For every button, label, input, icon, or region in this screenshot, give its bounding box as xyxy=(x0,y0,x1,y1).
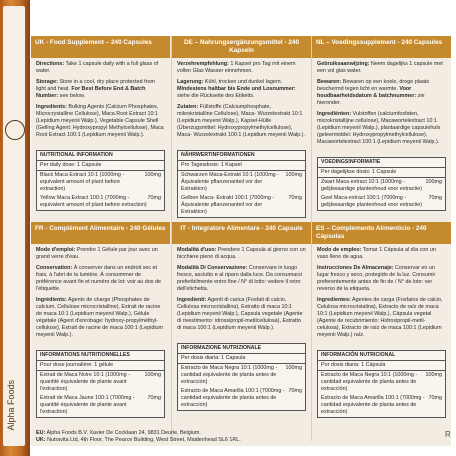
nutrition-title: VOEDINGSINFORMATIE xyxy=(318,158,445,168)
column-header: DE – Nahrungsergänzungsmittel - 240 Kapseln xyxy=(172,36,311,58)
eu-text: Alpha Foods B.V. Xavier De Cocklaan 24, 9831 Deurle, Belgium. xyxy=(45,430,201,436)
para-text: Store in a cool, dry place protected from light and heat. xyxy=(36,79,155,93)
nutrient-name: Black Maca Extract 10:1 (1000mg - equivalent amount of plant before extraction) xyxy=(40,171,125,192)
nutrition-subtitle: Per dosis diaria: 1 Capsula xyxy=(178,354,305,364)
nutrient-value: 70mg xyxy=(147,395,161,401)
para-text: Vulstoffen (calciumfosfaten, microkristallijne cellulose), Macawortelextract 10:1 (Lepidium meyenii Walp.), plantaardige capsulehuls (geleermiddel: Hydroxypropylmethylcellulose), Macawortelextract 100:1 (Lepidium meyenii Walp.). xyxy=(317,111,441,146)
column-body xyxy=(172,58,311,146)
para-label: Voor houdbaarheidsdatum & batchnummer: xyxy=(317,86,417,100)
nutrition-row xyxy=(318,178,445,194)
nutrition-subtitle: Per dagelijkse dosis: 1 Capsule xyxy=(318,168,445,178)
column-header: IT - Integratore Alimentare - 240 Capsule xyxy=(172,222,311,244)
nutrition-title: INFORMACIÓN NUTRICIONAL xyxy=(318,351,445,361)
nutrition-table xyxy=(36,150,165,211)
nutrient-name: Extrait de Maca Jaune 100:1 (7000mg - quantité équivalente de plante avant l'extraction) xyxy=(40,395,135,416)
para-label: Directions: xyxy=(36,61,65,67)
para-label: Mindestens haltbar bis Ende und Losnummer: xyxy=(177,86,296,93)
nutrition-subtitle: Per daily dose: 1 Capsule xyxy=(37,161,164,171)
nutrient-name: Extrait de Maca Noire 10:1 (1000mg - quantité équivalente de plante avant l'extraction) xyxy=(40,371,130,392)
nutrient-value: 70mg xyxy=(428,395,442,401)
nutrient-value: 70mg xyxy=(288,387,302,394)
nutrient-value: 70mg xyxy=(428,194,442,201)
column-nl xyxy=(312,36,451,215)
column-header: NL – Voedingssupplement - 240 Capsules xyxy=(312,36,451,58)
para-label: Modo de empleo: xyxy=(317,247,362,253)
nutrition-title: INFORMATIONS NUTRITIONNELLES xyxy=(37,351,164,361)
para-text: Neem dagelijks 1 capsule met een vol glas water. xyxy=(317,61,443,75)
para-text: siehe die Rückseite des Etiketts. xyxy=(177,93,255,100)
column-fr xyxy=(31,222,170,422)
column-es xyxy=(312,222,451,422)
para-label: Lagerung: xyxy=(177,79,204,86)
para-label: Verzehrempfehlung: xyxy=(177,61,229,67)
para-text: Agentes de carga (Fosfatos de calcio, Celulosa microcristalina), Extracto de raíz de maca 10:1 (Lepidium meyenii Walp.), Cápsula vegetal (Agente de recubrimiento: Hidroxipropil-metil- celulosa), Extracto de raíz de maca 100:1 (Lepidium meyenii Walp.) raíz. xyxy=(317,297,443,339)
para-label: For Best Before End & Batch Number: xyxy=(36,86,146,100)
nutrition-subtitle: Pro Tagesdosis: 1 Kapsel xyxy=(178,161,305,171)
nutrition-row xyxy=(178,194,305,217)
nutrition-row xyxy=(318,394,445,417)
para-label: Modalità d'uso: xyxy=(177,247,217,253)
para-text: Conservar en un lugar fresco y seco, protegido de la luz. Consumir preferentemente antes de fin de / N° de lote: ver reverso de la etiqueta. xyxy=(317,265,436,293)
nutrient-name: Estracto de Maca Amarilla 100:1 (7000mg - cantidad equivalente de planta antes de extracción) xyxy=(321,395,425,416)
nutrition-subtitle: Por dosis diaria: 1 Cápsula xyxy=(318,361,445,371)
nutrient-name: Schwarzen Maca-Extrakt 10:1 (1000mg - Äquivalente pflanzenanteil vor der Extraktion) xyxy=(181,171,279,192)
nutrition-table xyxy=(36,350,165,418)
nutrition-table xyxy=(317,350,446,418)
supplement-label xyxy=(31,36,451,446)
nutrient-name: Geel Maca-extract 100:1 (7000mg - gelijkwaardige plantenhoud voor extractie) xyxy=(321,194,422,208)
column-body xyxy=(172,244,311,339)
nutrient-value: 100mg xyxy=(144,371,161,378)
para-label: Bewaren: xyxy=(317,79,342,86)
nutrition-title: NUTRITIONAL INFORMATION xyxy=(37,151,164,161)
para-text: Agents de charge (Phosphates de calcium, Cellulose microcristalline), Extrait de racine de maca 10:1 (Lepidium meyenii Walp.), Gélule végétale (Agent d'enrobage: hydroxy-propylméthyl-cellulose), Extrait de racine de maca 100:1 (Lepidium meyenii Walp.). xyxy=(36,297,164,339)
nutrient-value: 100mg xyxy=(144,171,161,178)
column-header: FR - Complément Alimentaire - 240 Gélules xyxy=(31,222,170,244)
nutrition-title: INFORMAZIONE NUTRIZIONALE xyxy=(178,344,305,354)
nutrition-table xyxy=(177,150,306,218)
nutrition-row xyxy=(178,171,305,194)
para-label: Conservation: xyxy=(36,265,73,272)
para-text: Agenti di carica (Fosfati di calcio, Cellulosa microcristallina), Estratto di maca 10:1 (Lepidium meyenii Walp.), Capsula vegetale (Agente di rivestimento: idrossipropil-metilcellulosa), Estratto di maca 100:1 (Lepidium meyenii Walp.). xyxy=(177,297,303,332)
para-text: Prendere 1 Capsula al giorno con un bicchiere pieno di acqua. xyxy=(177,247,306,261)
column-header: UK - Food Supplement – 240 Capsules xyxy=(31,36,170,58)
column-body xyxy=(312,244,451,346)
bottle-edge xyxy=(0,0,30,456)
para-text: Kühl, trocken und dunkel lagern. xyxy=(203,79,283,86)
nutrient-name: Estracto de Maca Amarilla 100:1 (7000mg - cantidad equivalente de planta antes de extracción) xyxy=(181,387,285,409)
nutrition-table xyxy=(177,343,306,411)
nutrition-row xyxy=(318,371,445,394)
manufacturer-info xyxy=(36,430,241,445)
para-label: Zutaten: xyxy=(177,104,199,111)
para-label: Storage: xyxy=(36,79,58,86)
nutrition-row xyxy=(178,387,305,410)
para-text: see below. xyxy=(58,93,86,100)
para-text: Take 1 capsule daily with a full glass of water. xyxy=(36,61,159,75)
nutrient-value: 100mg xyxy=(285,171,302,178)
registered-mark: R xyxy=(445,430,451,439)
nutrition-row xyxy=(178,364,305,387)
para-label: Mode d'emploi: xyxy=(36,247,76,253)
nutrient-value: 100mg xyxy=(425,371,442,378)
para-text: zie hieronder. xyxy=(317,93,425,107)
nutrition-subtitle: Pour dose journalière: 1 gélule xyxy=(37,361,164,371)
para-text: Conservare in luogo fresco, asciutto e al riparo dalla luce. Da consumarsi preferibilmente entro fine / N° di lotto: vedere il retro dell'etichetta. xyxy=(177,265,302,293)
uk-address xyxy=(36,437,241,444)
uk-text: Nutravita Ltd, 4th Floor, The Pearce Building, West Street, Maidenhead SL6 1RL. xyxy=(45,437,241,444)
eu-address xyxy=(36,430,241,437)
column-body xyxy=(312,58,451,153)
para-label: Ingrédients: xyxy=(36,297,67,304)
column-it xyxy=(172,222,311,415)
nutrition-row xyxy=(37,171,164,194)
eu-label: EU: xyxy=(36,430,46,436)
nutrient-name: Gelben Maca- Extrakt 100:1 (7000mg - Äquivalente pflanzenanteil vor der Extraktion) xyxy=(181,194,275,215)
column-de xyxy=(172,36,311,222)
nutrition-row xyxy=(318,194,445,210)
nutrient-name: Estracto de Maca Negra 10:1 (1000mg - cantidad equivalente de planta antes de extracción) xyxy=(321,371,418,392)
column-header: ES – Complemento Alimenticio - 240 Cápsulas xyxy=(312,222,451,244)
nutrition-title: NÄHRWERTINFORMATIONEN xyxy=(178,151,305,161)
para-label: Ingrediënten: xyxy=(317,111,352,118)
para-text: Prendre 1 Gélule par jour avec un grand verre d'eau. xyxy=(36,247,158,261)
nutrition-table xyxy=(317,157,446,211)
para-text: Füllstoffe (Calciumphosphate, mikrokristalline Cellulose), Maca- Wurzelextrakt 10:1 (Lepidium meyenii Walp.), Kapsel-Hülle (Überzugsmittel: Hydroxypropylmethylcellulose), Maca- Wurzelextrakt 100:1 (Lepidium meyenii Walp.). xyxy=(177,104,305,139)
para-text: 1 Kapsel pro Tag mit einem vollen Glas Wasser einnehmen. xyxy=(177,61,296,75)
para-label: Ingredientes: xyxy=(317,297,351,304)
column-body xyxy=(31,58,170,146)
para-label: Ingredients: xyxy=(36,104,67,111)
para-text: Tomar 1 Cápsula al día con un vaso lleno de agua. xyxy=(317,247,436,261)
nutrition-row xyxy=(37,394,164,417)
nutrient-value: 100mg xyxy=(285,364,302,371)
para-label: Ingredienti: xyxy=(177,297,207,304)
para-label: Instrucciones De Almacenaje: xyxy=(317,265,394,272)
nutrient-name: Estracto de Maca Negra 10:1 (1000mg - cantidad equivalente de planta antes de extracción) xyxy=(181,364,278,385)
para-text: Bewaren op een koele, droge plaats beschermd tegen licht en warmte. xyxy=(317,79,430,93)
seal-icon xyxy=(5,120,25,140)
brand-vertical: Alpha Foods xyxy=(6,380,16,431)
nutrient-value: 70mg xyxy=(288,194,302,201)
column-uk xyxy=(31,36,170,215)
para-text: À conserver dans un endroit sec et frais, à l'abri de la lumière. À consommer de préférence avant fin et numéro de lot: voir au dos de l'étiquette. xyxy=(36,265,161,293)
nutrition-row xyxy=(37,371,164,394)
nutrition-row xyxy=(37,194,164,210)
para-text: Bulking Agents (Calcium Phosphates, Microcrystalline Cellulose), Maca Root Extract 10:1 (Lepidium meyenii Walp.), Vegetable Capsule Shell (Gelling Agent: Hydroxypropyl Methylcellulose), Maca Root Extract 100:1 (Lepidium meyenii Walp.). xyxy=(36,104,164,139)
nutrient-value: 70mg xyxy=(147,194,161,201)
nutrient-name: Zwart Maca extract 10:1 (1000mg - gelijkwaardige plantenhoud voor extractie) xyxy=(321,178,422,192)
para-label: Gebruiksaanwijzing: xyxy=(317,61,370,67)
nutrient-name: Yellow Maca Extract 100:1 (7000mg - equivalent amount of plant before extraction) xyxy=(40,194,147,208)
nutrient-value: 100mg xyxy=(425,178,442,185)
para-label: Modalità Di Conservazione: xyxy=(177,265,248,272)
uk-label: UK: xyxy=(36,437,46,444)
column-body xyxy=(31,244,170,346)
